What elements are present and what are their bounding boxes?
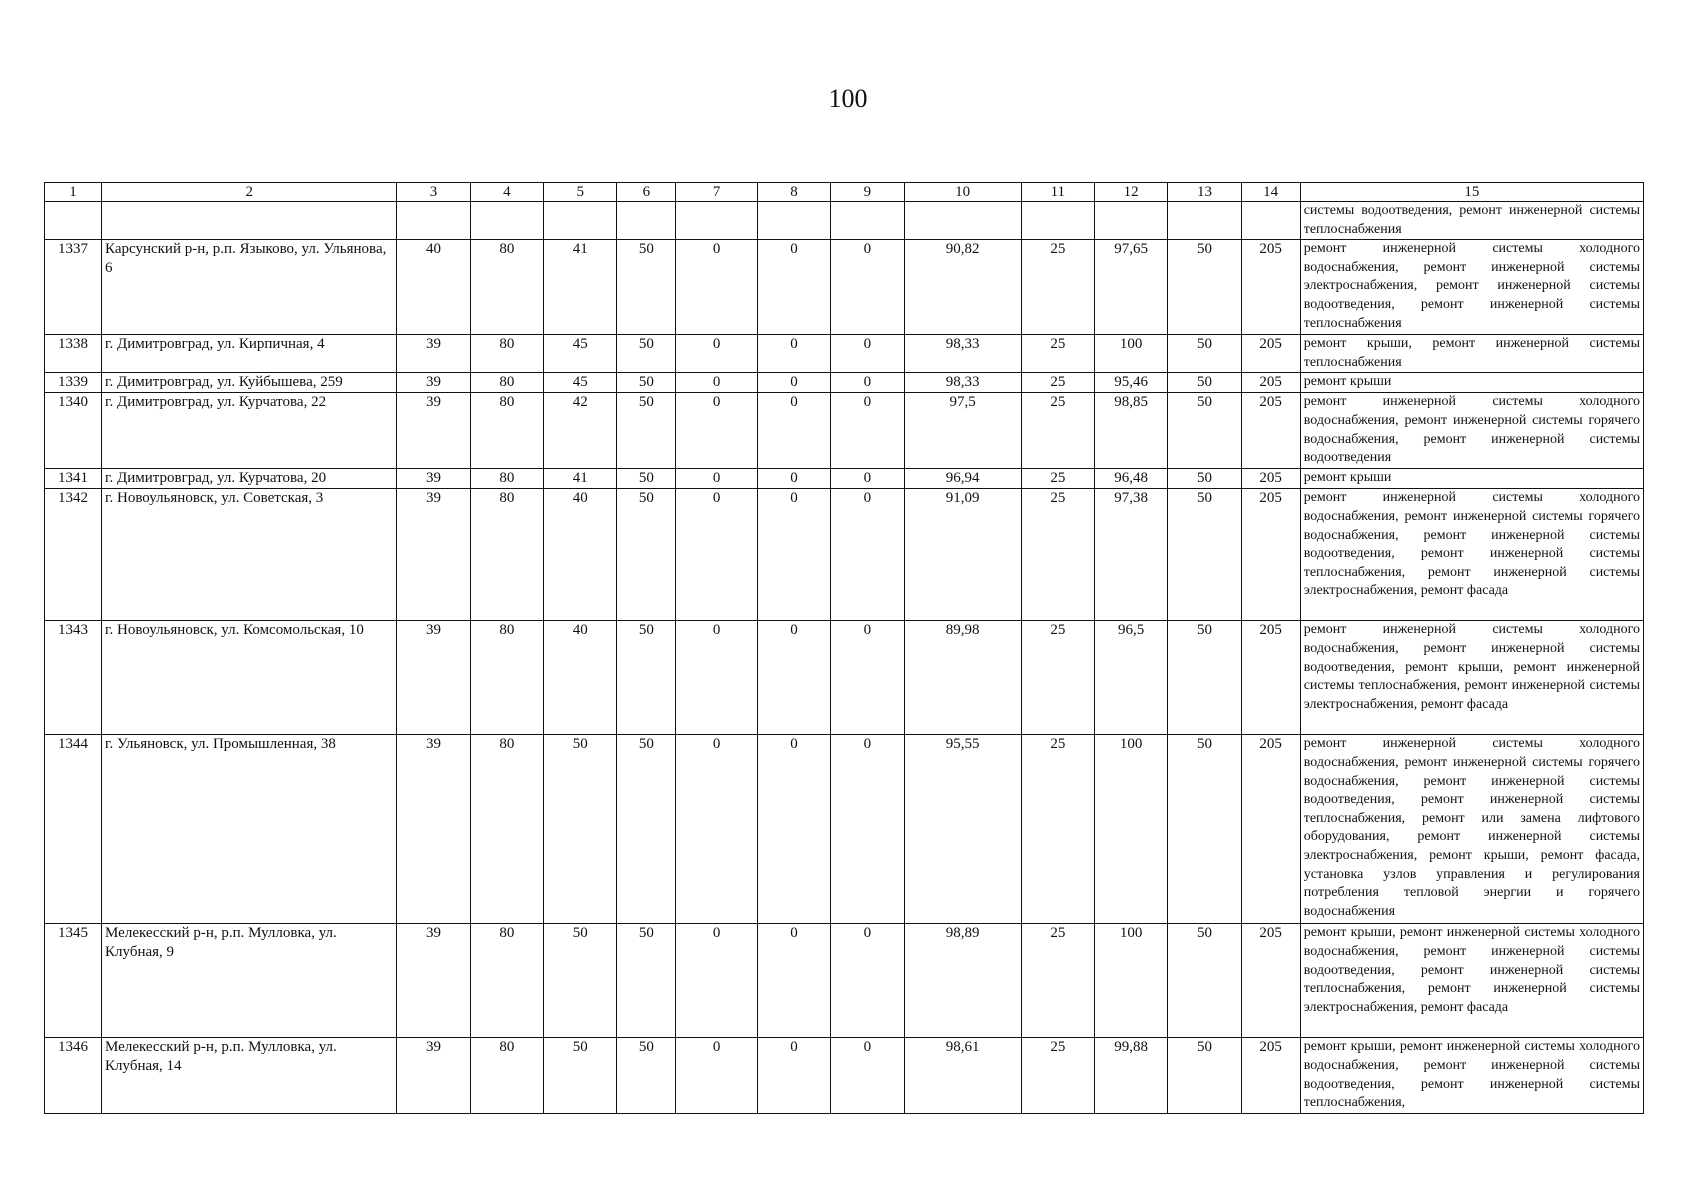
- column-header-14: 14: [1241, 183, 1300, 202]
- col10-value: [904, 202, 1021, 240]
- col4-value: 80: [470, 621, 543, 735]
- col5-value: 41: [544, 469, 617, 489]
- col13-value: 50: [1168, 335, 1241, 373]
- col5-value: 42: [544, 393, 617, 469]
- col9-value: 0: [831, 240, 904, 335]
- works-description: ремонт крыши, ремонт инженерной системы холодного водоснабжения, ремонт инженерной системы водоотведения, ремонт инженерной системы теплоснабжения,: [1300, 1038, 1643, 1114]
- col3-value: [397, 202, 470, 240]
- works-description: системы водоотведения, ремонт инженерной системы теплоснабжения: [1300, 202, 1643, 240]
- col6-value: 50: [617, 335, 676, 373]
- col3-value: 39: [397, 1038, 470, 1114]
- col12-value: 100: [1094, 335, 1167, 373]
- col3-value: 39: [397, 335, 470, 373]
- col10-value: 98,61: [904, 1038, 1021, 1114]
- col11-value: 25: [1021, 621, 1094, 735]
- col6-value: 50: [617, 489, 676, 621]
- col14-value: 205: [1241, 393, 1300, 469]
- col7-value: [676, 202, 757, 240]
- col3-value: 39: [397, 621, 470, 735]
- col9-value: 0: [831, 393, 904, 469]
- col9-value: 0: [831, 373, 904, 393]
- col14-value: 205: [1241, 335, 1300, 373]
- works-description: ремонт крыши: [1300, 469, 1643, 489]
- col7-value: 0: [676, 240, 757, 335]
- col11-value: 25: [1021, 924, 1094, 1038]
- col4-value: 80: [470, 1038, 543, 1114]
- col7-value: 0: [676, 373, 757, 393]
- column-header-9: 9: [831, 183, 904, 202]
- col11-value: 25: [1021, 240, 1094, 335]
- col8-value: 0: [757, 393, 830, 469]
- works-description: ремонт крыши, ремонт инженерной системы теплоснабжения: [1300, 335, 1643, 373]
- address-cell: [102, 202, 397, 240]
- col13-value: [1168, 202, 1241, 240]
- col10-value: 91,09: [904, 489, 1021, 621]
- col8-value: 0: [757, 373, 830, 393]
- row-id: 1339: [45, 373, 102, 393]
- col6-value: 50: [617, 621, 676, 735]
- col4-value: 80: [470, 735, 543, 924]
- works-description: ремонт инженерной системы холодного водоснабжения, ремонт инженерной системы горячего водоснабжения, ремонт инженерной системы водоотведения: [1300, 393, 1643, 469]
- page-number: 100: [828, 84, 868, 113]
- address-cell: Карсунский р-н, р.п. Языково, ул. Ульянова, 6: [102, 240, 397, 335]
- address-cell: г. Новоульяновск, ул. Комсомольская, 10: [102, 621, 397, 735]
- col7-value: 0: [676, 393, 757, 469]
- col14-value: 205: [1241, 373, 1300, 393]
- col6-value: 50: [617, 924, 676, 1038]
- col5-value: 50: [544, 735, 617, 924]
- col8-value: 0: [757, 335, 830, 373]
- col8-value: 0: [757, 489, 830, 621]
- col13-value: 50: [1168, 240, 1241, 335]
- col13-value: 50: [1168, 489, 1241, 621]
- col12-value: 95,46: [1094, 373, 1167, 393]
- column-header-12: 12: [1094, 183, 1167, 202]
- col4-value: 80: [470, 240, 543, 335]
- col5-value: 50: [544, 924, 617, 1038]
- column-header-3: 3: [397, 183, 470, 202]
- column-header-13: 13: [1168, 183, 1241, 202]
- col14-value: 205: [1241, 489, 1300, 621]
- col5-value: 40: [544, 621, 617, 735]
- col12-value: 99,88: [1094, 1038, 1167, 1114]
- col3-value: 39: [397, 469, 470, 489]
- row-id: 1346: [45, 1038, 102, 1114]
- col4-value: [470, 202, 543, 240]
- col10-value: 95,55: [904, 735, 1021, 924]
- col10-value: 89,98: [904, 621, 1021, 735]
- table-row: [45, 373, 1644, 393]
- table-row: [45, 335, 1644, 373]
- repair-table: [44, 182, 1644, 1114]
- column-header-10: 10: [904, 183, 1021, 202]
- row-id: 1341: [45, 469, 102, 489]
- col10-value: 98,33: [904, 373, 1021, 393]
- col9-value: 0: [831, 489, 904, 621]
- col9-value: 0: [831, 469, 904, 489]
- col6-value: 50: [617, 393, 676, 469]
- address-cell: Мелекесский р-н, р.п. Мулловка, ул. Клубная, 14: [102, 1038, 397, 1114]
- col14-value: 205: [1241, 924, 1300, 1038]
- col5-value: [544, 202, 617, 240]
- row-id: 1337: [45, 240, 102, 335]
- column-header-4: 4: [470, 183, 543, 202]
- col9-value: 0: [831, 1038, 904, 1114]
- col14-value: 205: [1241, 1038, 1300, 1114]
- col10-value: 97,5: [904, 393, 1021, 469]
- col4-value: 80: [470, 393, 543, 469]
- address-cell: г. Димитровград, ул. Курчатова, 22: [102, 393, 397, 469]
- address-cell: г. Димитровград, ул. Кирпичная, 4: [102, 335, 397, 373]
- col13-value: 50: [1168, 393, 1241, 469]
- col12-value: 97,38: [1094, 489, 1167, 621]
- col3-value: 39: [397, 393, 470, 469]
- col7-value: 0: [676, 1038, 757, 1114]
- table-row: [45, 621, 1644, 735]
- address-cell: г. Новоульяновск, ул. Советская, 3: [102, 489, 397, 621]
- col10-value: 98,89: [904, 924, 1021, 1038]
- col13-value: 50: [1168, 924, 1241, 1038]
- col12-value: 100: [1094, 924, 1167, 1038]
- col13-value: 50: [1168, 1038, 1241, 1114]
- col13-value: 50: [1168, 469, 1241, 489]
- table-body: [45, 202, 1644, 1114]
- col8-value: 0: [757, 924, 830, 1038]
- col12-value: 96,48: [1094, 469, 1167, 489]
- col7-value: 0: [676, 489, 757, 621]
- col13-value: 50: [1168, 373, 1241, 393]
- table-row: [45, 240, 1644, 335]
- col10-value: 98,33: [904, 335, 1021, 373]
- col11-value: 25: [1021, 469, 1094, 489]
- col8-value: 0: [757, 469, 830, 489]
- col3-value: 39: [397, 489, 470, 621]
- col6-value: 50: [617, 373, 676, 393]
- col12-value: 98,85: [1094, 393, 1167, 469]
- col11-value: 25: [1021, 335, 1094, 373]
- col3-value: 39: [397, 924, 470, 1038]
- col9-value: 0: [831, 924, 904, 1038]
- col14-value: 205: [1241, 240, 1300, 335]
- address-cell: г. Димитровград, ул. Курчатова, 20: [102, 469, 397, 489]
- row-id: 1342: [45, 489, 102, 621]
- col14-value: 205: [1241, 735, 1300, 924]
- table-row: [45, 489, 1644, 621]
- address-cell: г. Димитровград, ул. Куйбышева, 259: [102, 373, 397, 393]
- works-description: ремонт инженерной системы холодного водоснабжения, ремонт инженерной системы электроснабжения, ремонт инженерной системы водоотведения, ремонт инженерной системы теплоснабжения: [1300, 240, 1643, 335]
- col11-value: 25: [1021, 1038, 1094, 1114]
- col11-value: 25: [1021, 735, 1094, 924]
- column-header-2: 2: [102, 183, 397, 202]
- works-description: ремонт инженерной системы холодного водоснабжения, ремонт инженерной системы горячего водоснабжения, ремонт инженерной системы водоотведения, ремонт инженерной системы теплоснабжения, ремонт инженерной системы электроснабжения, ремонт фасада: [1300, 489, 1643, 621]
- col14-value: 205: [1241, 469, 1300, 489]
- col7-value: 0: [676, 335, 757, 373]
- col4-value: 80: [470, 335, 543, 373]
- col5-value: 41: [544, 240, 617, 335]
- col4-value: 80: [470, 924, 543, 1038]
- address-cell: Мелекесский р-н, р.п. Мулловка, ул. Клубная, 9: [102, 924, 397, 1038]
- column-header-8: 8: [757, 183, 830, 202]
- col8-value: [757, 202, 830, 240]
- col3-value: 39: [397, 373, 470, 393]
- col8-value: 0: [757, 621, 830, 735]
- col6-value: 50: [617, 1038, 676, 1114]
- col6-value: 50: [617, 735, 676, 924]
- table-row: [45, 1038, 1644, 1114]
- col10-value: 96,94: [904, 469, 1021, 489]
- col9-value: 0: [831, 621, 904, 735]
- col7-value: 0: [676, 469, 757, 489]
- table-row: [45, 469, 1644, 489]
- address-cell: г. Ульяновск, ул. Промышленная, 38: [102, 735, 397, 924]
- works-description: ремонт инженерной системы холодного водоснабжения, ремонт инженерной системы горячего водоснабжения, ремонт инженерной системы водоотведения, ремонт инженерной системы теплоснабжения, ремонт или замена лифтового оборудования, ремонт инженерной системы электроснабжения, ремонт крыши, ремонт фасада, установка узлов управления и регулирования потребления тепловой энергии и горячего водоснабжения: [1300, 735, 1643, 924]
- col11-value: [1021, 202, 1094, 240]
- col3-value: 40: [397, 240, 470, 335]
- column-header-7: 7: [676, 183, 757, 202]
- col12-value: 97,65: [1094, 240, 1167, 335]
- works-description: ремонт крыши: [1300, 373, 1643, 393]
- col9-value: 0: [831, 335, 904, 373]
- col9-value: 0: [831, 735, 904, 924]
- row-id: 1343: [45, 621, 102, 735]
- col14-value: 205: [1241, 621, 1300, 735]
- column-header-6: 6: [617, 183, 676, 202]
- col5-value: 50: [544, 1038, 617, 1114]
- col9-value: [831, 202, 904, 240]
- column-number-header-row: [45, 183, 1644, 202]
- col11-value: 25: [1021, 393, 1094, 469]
- col8-value: 0: [757, 240, 830, 335]
- col12-value: 96,5: [1094, 621, 1167, 735]
- col3-value: 39: [397, 735, 470, 924]
- works-description: ремонт инженерной системы холодного водоснабжения, ремонт инженерной системы водоотведения, ремонт крыши, ремонт инженерной системы теплоснабжения, ремонт инженерной системы электроснабжения, ремонт фасада: [1300, 621, 1643, 735]
- col5-value: 45: [544, 335, 617, 373]
- col7-value: 0: [676, 735, 757, 924]
- column-header-1: 1: [45, 183, 102, 202]
- table-row: [45, 202, 1644, 240]
- column-header-5: 5: [544, 183, 617, 202]
- col8-value: 0: [757, 735, 830, 924]
- table-row: [45, 393, 1644, 469]
- col7-value: 0: [676, 621, 757, 735]
- row-id: 1340: [45, 393, 102, 469]
- col4-value: 80: [470, 489, 543, 621]
- col11-value: 25: [1021, 373, 1094, 393]
- col6-value: 50: [617, 469, 676, 489]
- col5-value: 45: [544, 373, 617, 393]
- col12-value: 100: [1094, 735, 1167, 924]
- col13-value: 50: [1168, 621, 1241, 735]
- row-id: [45, 202, 102, 240]
- table-row: [45, 924, 1644, 1038]
- col6-value: 50: [617, 240, 676, 335]
- col6-value: [617, 202, 676, 240]
- row-id: 1345: [45, 924, 102, 1038]
- works-description: ремонт крыши, ремонт инженерной системы холодного водоснабжения, ремонт инженерной системы водоотведения, ремонт инженерной системы теплоснабжения, ремонт инженерной системы электроснабжения, ремонт фасада: [1300, 924, 1643, 1038]
- col4-value: 80: [470, 469, 543, 489]
- column-header-15: 15: [1300, 183, 1643, 202]
- col5-value: 40: [544, 489, 617, 621]
- col13-value: 50: [1168, 735, 1241, 924]
- col4-value: 80: [470, 373, 543, 393]
- col11-value: 25: [1021, 489, 1094, 621]
- col7-value: 0: [676, 924, 757, 1038]
- col8-value: 0: [757, 1038, 830, 1114]
- table-row: [45, 735, 1644, 924]
- column-header-11: 11: [1021, 183, 1094, 202]
- row-id: 1338: [45, 335, 102, 373]
- row-id: 1344: [45, 735, 102, 924]
- col12-value: [1094, 202, 1167, 240]
- col10-value: 90,82: [904, 240, 1021, 335]
- col14-value: [1241, 202, 1300, 240]
